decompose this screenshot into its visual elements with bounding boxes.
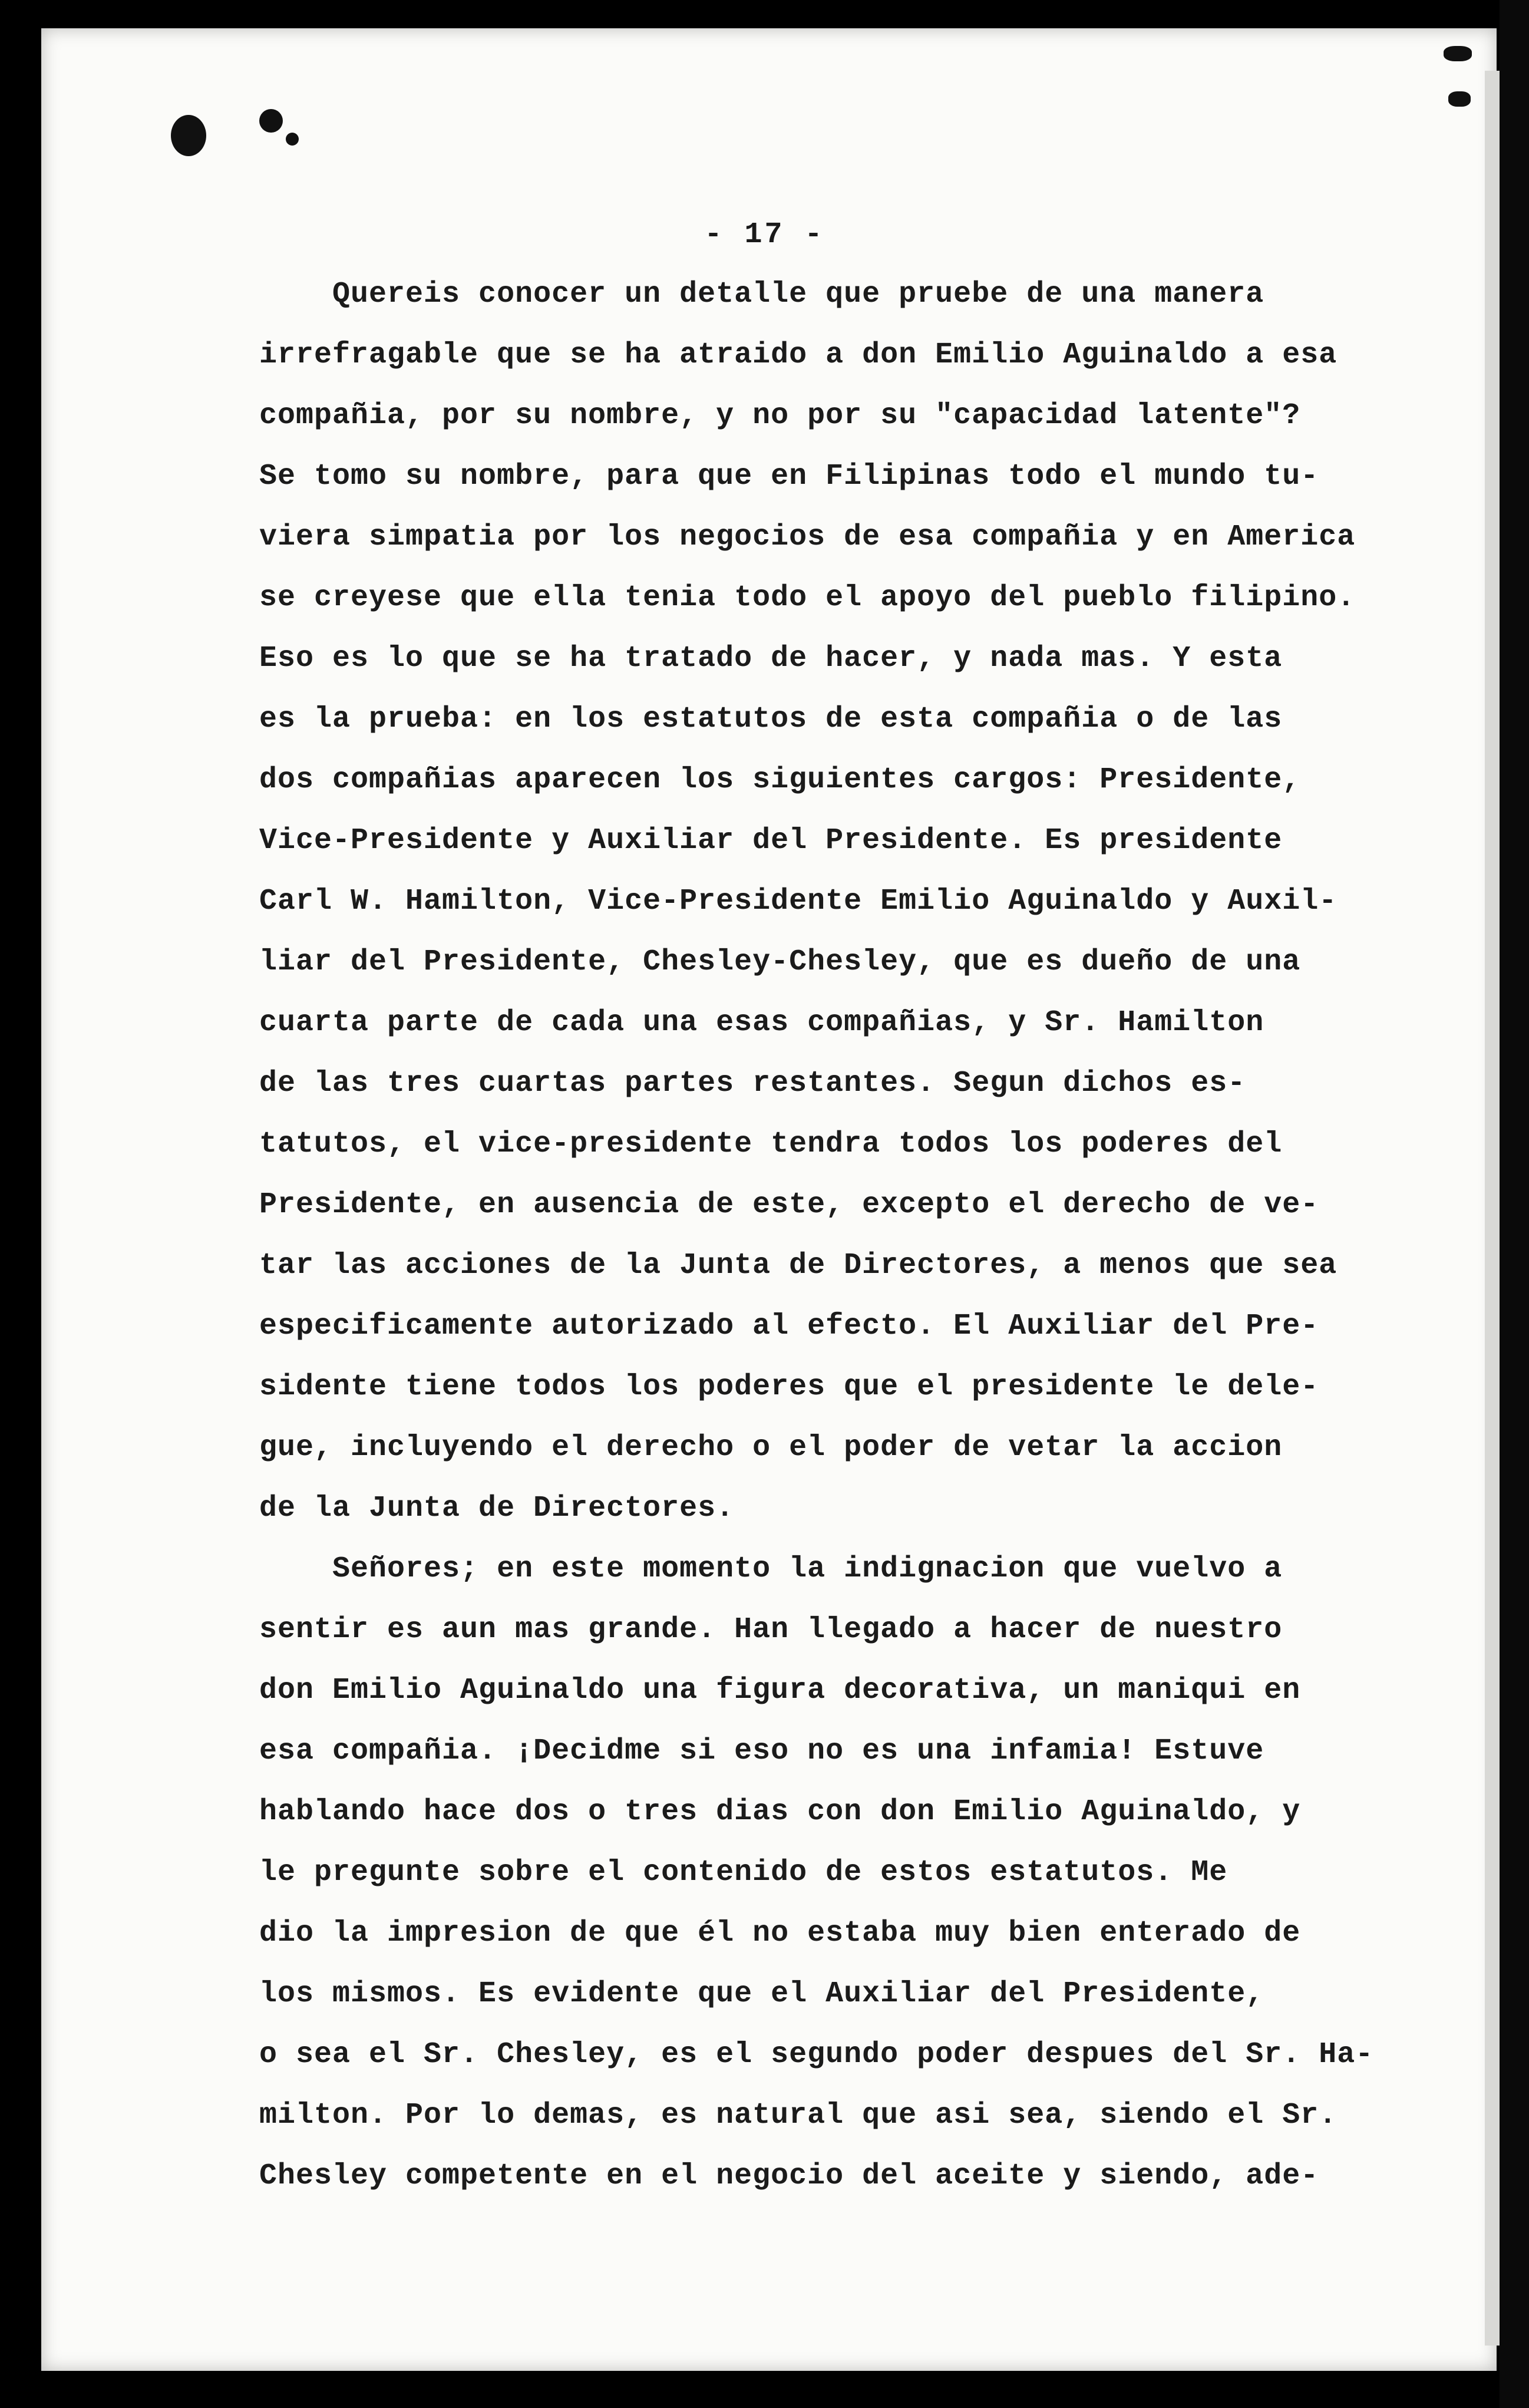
ink-blot <box>1444 46 1472 61</box>
text-line: de la Junta de Directores. <box>259 1492 735 1525</box>
text-line: milton. Por lo demas, es natural que asi sea, siendo el Sr. <box>259 2099 1338 2132</box>
text-line: le pregunte sobre el contenido de estos estatutos. Me <box>259 1856 1228 1889</box>
ink-blot <box>286 133 299 146</box>
text-line: o sea el Sr. Chesley, es el segundo poder despues del Sr. Ha- <box>259 2038 1374 2071</box>
text-line: sidente tiene todos los poderes que el presidente le dele- <box>259 1370 1319 1404</box>
text-line: don Emilio Aguinaldo una figura decorativa, un maniqui en <box>259 1674 1301 1707</box>
text-line: sentir es aun mas grande. Han llegado a hacer de nuestro <box>259 1613 1283 1647</box>
text-line: Carl W. Hamilton, Vice-Presidente Emilio Aguinaldo y Auxil- <box>259 885 1338 918</box>
text-line: hablando hace dos o tres dias con don Emilio Aguinaldo, y <box>259 1795 1301 1829</box>
text-line: Chesley competente en el negocio del aceite y siendo, ade- <box>259 2159 1319 2193</box>
text-line: viera simpatia por los negocios de esa compañia y en America <box>259 520 1356 554</box>
page-edge-strip <box>1485 71 1501 2346</box>
scan-border <box>1500 0 1529 2408</box>
text-line: esa compañia. ¡Decidme si eso no es una infamia! Estuve <box>259 1734 1264 1768</box>
text-line: liar del Presidente, Chesley-Chesley, que es dueño de una <box>259 945 1301 979</box>
text-line: dio la impresion de que él no estaba muy bien enterado de <box>259 1916 1301 1950</box>
text-line: se creyese que ella tenia todo el apoyo del pueblo filipino. <box>259 581 1356 615</box>
ink-blot <box>1448 91 1471 107</box>
ink-blot <box>259 109 283 133</box>
page-number: - 17 - <box>704 218 825 252</box>
text-line: Se tomo su nombre, para que en Filipinas todo el mundo tu- <box>259 460 1319 493</box>
text-line: dos compañias aparecen los siguientes cargos: Presidente, <box>259 763 1301 797</box>
text-line: tatutos, el vice-presidente tendra todos los poderes del <box>259 1127 1283 1161</box>
text-line: tar las acciones de la Junta de Directores, a menos que sea <box>259 1249 1338 1282</box>
text-line: Presidente, en ausencia de este, excepto el derecho de ve- <box>259 1188 1319 1222</box>
text-line: especificamente autorizado al efecto. El Auxiliar del Pre- <box>259 1309 1319 1343</box>
ink-blot <box>171 115 206 156</box>
text-line: de las tres cuartas partes restantes. Segun dichos es- <box>259 1067 1246 1100</box>
text-line: gue, incluyendo el derecho o el poder de vetar la accion <box>259 1431 1283 1464</box>
text-line: compañia, por su nombre, y no por su "capacidad latente"? <box>259 399 1301 433</box>
text-line: Quereis conocer un detalle que pruebe de una manera <box>259 278 1264 311</box>
text-line: cuarta parte de cada una esas compañias, y Sr. Hamilton <box>259 1006 1264 1040</box>
text-line: irrefragable que se ha atraido a don Emilio Aguinaldo a esa <box>259 338 1338 372</box>
text-line: Eso es lo que se ha tratado de hacer, y nada mas. Y esta <box>259 642 1283 675</box>
text-line: Vice-Presidente y Auxiliar del Presidente. Es presidente <box>259 824 1283 857</box>
text-line: es la prueba: en los estatutos de esta compañia o de las <box>259 702 1283 736</box>
text-line: los mismos. Es evidente que el Auxiliar del Presidente, <box>259 1977 1264 2011</box>
text-line: Señores; en este momento la indignacion que vuelvo a <box>259 1552 1283 1586</box>
